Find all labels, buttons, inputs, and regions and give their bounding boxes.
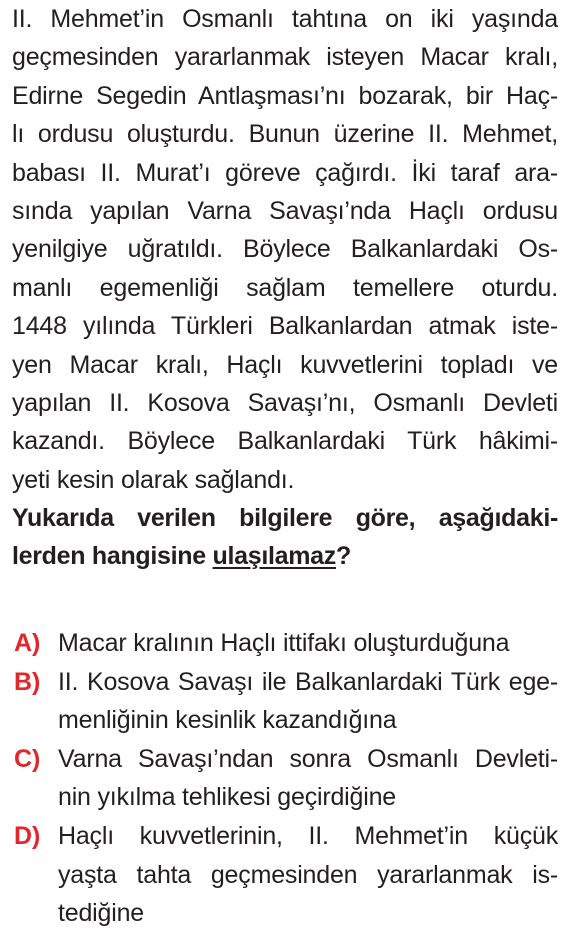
question-prefix: lerden hangisine [12,542,213,571]
option-text: Macar kralının Haçlı ittifakı oluşturduğuna [58,629,510,657]
question-page [12,0,558,928]
option-text: yaşta tahta geçmesinden yararlanmak is- [58,860,558,889]
answer-options [12,624,558,933]
passage-line: II. Mehmet’in Osmanlı tahtına on iki yaşında [12,5,558,33]
passage-line: lı ordusu oluşturdu. Bunun üzerine II. Mehmet, [12,120,558,149]
option-text: menliğinin kesinlik kazandığına [58,706,397,735]
passage-line: kazandı. Böylece Balkanlardaki Türk hâkimi- [12,427,558,456]
option-b[interactable] [12,663,558,740]
passage-line: yeti kesin olarak sağlandı. [12,465,295,494]
passage-line: babası II. Murat’ı göreve çağırdı. İki taraf ara- [12,158,558,187]
option-letter: B) [14,667,41,696]
option-text: nin yıkılma tehlikesi geçirdiğine [58,783,397,812]
option-text: II. Kosova Savaşı ile Balkanlardaki Türk ege- [58,667,558,696]
option-text: Varna Savaşı’ndan sonra Osmanlı Devleti- [58,744,558,773]
passage-line: sında yapılan Varna Savaşı’nda Haçlı ordusu [12,196,558,225]
passage-text [12,0,558,499]
option-d[interactable] [12,817,558,933]
passage-line: yen Macar kralı, Haçlı kuvvetlerini topladı ve [12,350,558,379]
option-letter: C) [14,744,41,773]
question-line [12,537,558,575]
question-keyword: ulaşılamaz [212,542,336,571]
option-a[interactable] [12,624,558,663]
option-text: tediğine [58,899,144,928]
question-mark: ? [335,542,351,571]
passage-line: geçmesinden yararlanmak isteyen Macar kralı, [12,43,558,72]
option-letter: A) [14,629,41,657]
option-letter: D) [14,821,41,850]
passage-line: manlı egemenliği sağlam temellere oturdu. [12,273,558,302]
passage-line: yenilgiye uğratıldı. Böylece Balkanlardaki Os- [12,235,558,264]
passage-line: Edirne Segedin Antlaşması’nı bozarak, bir Haç- [12,81,558,110]
passage-line: yapılan II. Kosova Savaşı’nı, Osmanlı Devleti [12,388,558,417]
option-c[interactable] [12,740,558,817]
option-text: Haçlı kuvvetlerinin, II. Mehmet’in küçük [58,821,558,850]
question-stem [12,499,558,576]
question-line: Yukarıda verilen bilgilere göre, aşağıdaki- [12,504,558,533]
passage-line: 1448 yılında Türkleri Balkanlardan atmak iste- [12,312,558,341]
